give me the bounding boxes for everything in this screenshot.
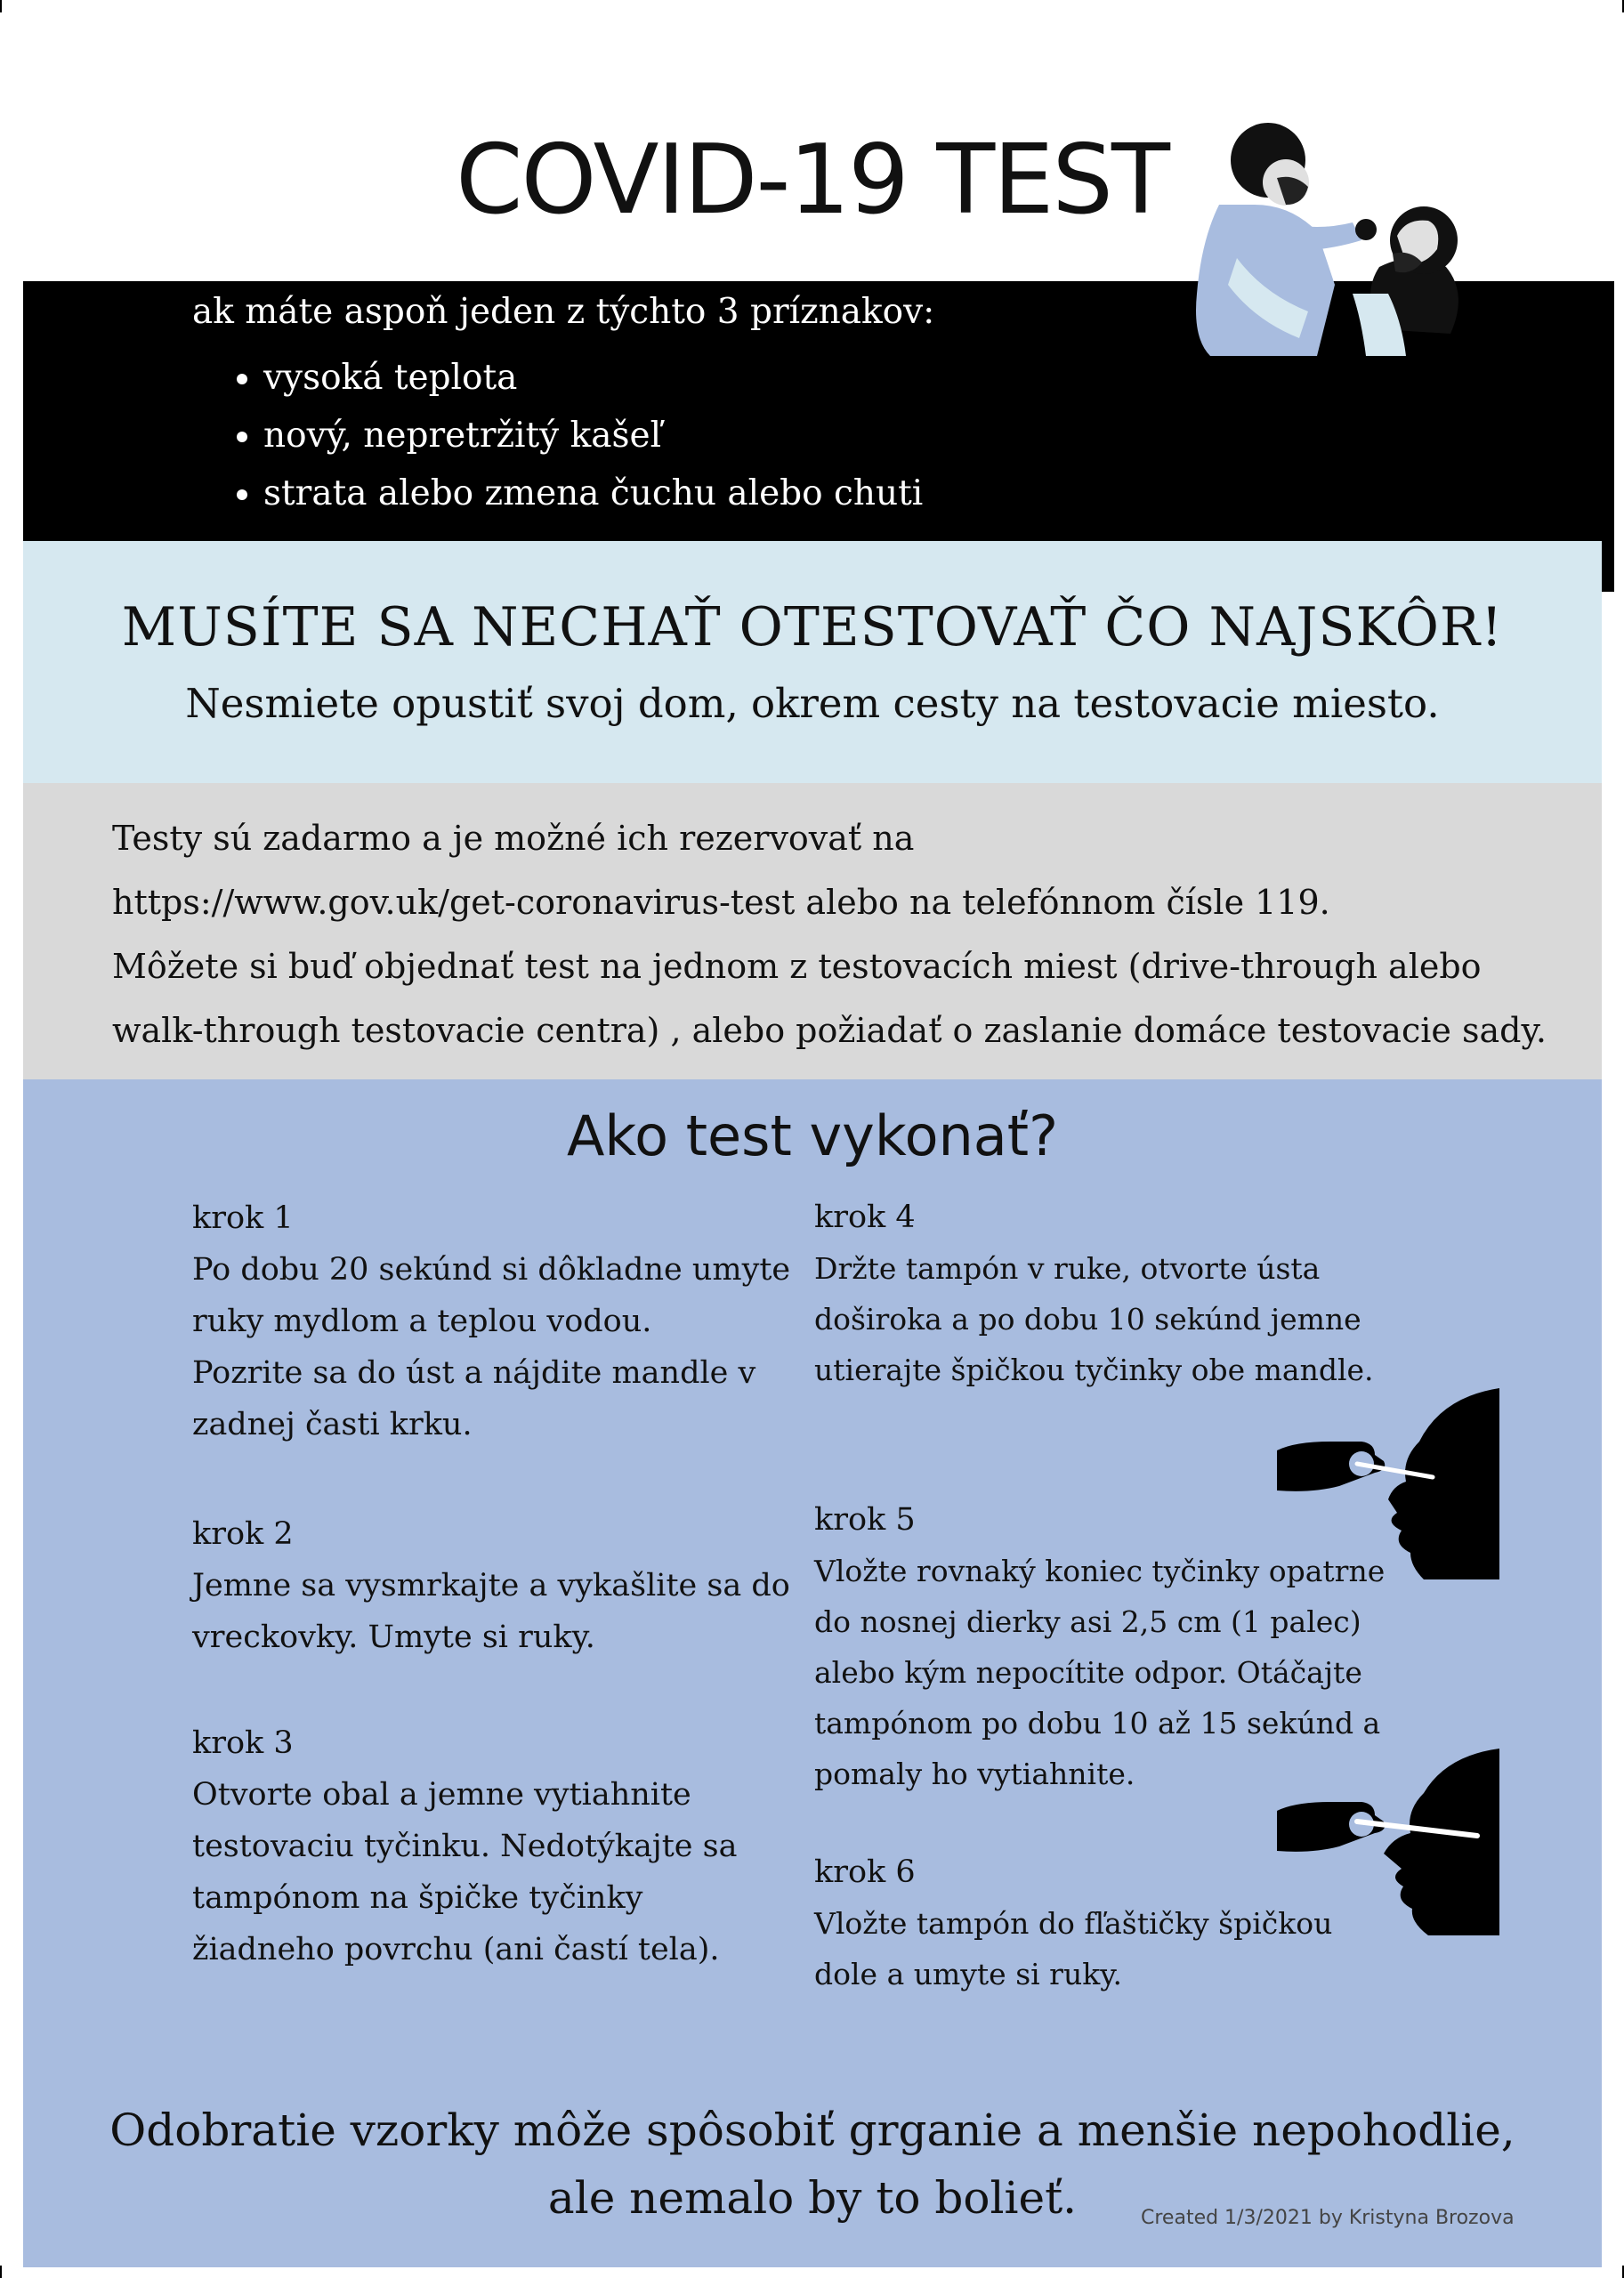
howto-heading: Ako test vykonať?: [566, 1103, 1059, 1168]
step-line: Otvorte obal a jemne vytiahnite: [192, 1777, 691, 1813]
step-1: [192, 1192, 790, 1450]
step-line: testovaciu tyčinku. Nedotýkajte sa: [192, 1829, 738, 1864]
info-line: walk-through testovacie centra) , alebo požiadať o zaslanie domáce testovacie sady.: [112, 1011, 1547, 1050]
step-label: krok 6: [814, 1854, 916, 1890]
step-2: [192, 1508, 790, 1663]
step-label: krok 3: [192, 1725, 294, 1761]
step-line: Vložte rovnaký koniec tyčinky opatrne: [814, 1554, 1386, 1588]
symptoms-list: [230, 349, 923, 522]
urgent-subheading: Nesmiete opustiť svoj dom, okrem cesty na testovacie miesto.: [185, 680, 1440, 727]
list-item: • nový, nepretržitý kašeľ: [263, 407, 923, 464]
list-item: • strata alebo zmena čuchu alebo chuti: [263, 464, 923, 522]
step-line: pomaly ho vytiahnite.: [814, 1757, 1135, 1791]
page-title: COVID-19 TEST: [456, 125, 1168, 236]
symptoms-intro: ak máte aspoň jeden z týchto 3 príznakov:: [192, 292, 935, 332]
nose-swab-icon: [1277, 1749, 1499, 1935]
step-line: tampónom na špičke tyčinky: [192, 1880, 643, 1916]
step-line: doširoka a po dobu 10 sekúnd jemne: [814, 1302, 1361, 1337]
step-label: krok 4: [814, 1200, 916, 1235]
step-line: Po dobu 20 sekúnd si dôkladne umyte: [192, 1252, 791, 1288]
info-text: [112, 806, 1589, 1062]
step-line: vreckovky. Umyte si ruky.: [192, 1620, 595, 1655]
step-line: utierajte špičkou tyčinky obe mandle.: [814, 1353, 1374, 1387]
throat-swab-icon: [1277, 1388, 1499, 1579]
footer-line: Odobratie vzorky môže spôsobiť grganie a menšie nepohodlie,: [109, 2104, 1515, 2156]
step-3: [192, 1717, 737, 1975]
credit-text: Created 1/3/2021 by Kristyna Brozova: [1141, 2207, 1515, 2229]
step-line: alebo kým nepocítite odpor. Otáčajte: [814, 1655, 1362, 1690]
step-line: žiadneho povrchu (ani častí tela).: [192, 1932, 720, 1967]
info-line: Môžete si buď objednať test na jednom z testovacích miest (drive-through alebo: [112, 947, 1482, 986]
list-item: • vysoká teplota: [263, 349, 923, 407]
step-label: krok 2: [192, 1516, 294, 1552]
step-4: [814, 1192, 1374, 1395]
crop-mark: [0, 2266, 2, 2278]
step-line: zadnej časti krku.: [192, 1407, 473, 1442]
step-line: tampónom po dobu 10 až 15 sekúnd a: [814, 1706, 1381, 1741]
swab-test-illustration: [1184, 116, 1486, 365]
urgent-band: [23, 541, 1602, 783]
urgent-heading: MUSÍTE SA NECHAŤ OTESTOVAŤ ČO NAJSKÔR!: [121, 596, 1504, 658]
step-line: do nosnej dierky asi 2,5 cm (1 palec): [814, 1604, 1361, 1639]
step-label: krok 1: [192, 1200, 294, 1236]
step-line: Pozrite sa do úst a nájdite mandle v: [192, 1355, 756, 1391]
crop-mark: [0, 0, 2, 12]
step-line: Jemne sa vysmrkajte a vykašlite sa do: [192, 1568, 790, 1603]
step-line: ruky mydlom a teplou vodou.: [192, 1304, 652, 1339]
band-edge: [1602, 534, 1614, 592]
info-line: https://www.gov.uk/get-coronavirus-test alebo na telefónnom čísle 119.: [112, 883, 1330, 922]
step-line: Držte tampón v ruke, otvorte ústa: [814, 1251, 1321, 1286]
step-6: [814, 1847, 1332, 1999]
step-line: dole a umyte si ruky.: [814, 1957, 1122, 1991]
footer-line: ale nemalo by to bolieť.: [547, 2172, 1078, 2224]
info-line: Testy sú zadarmo a je možné ich rezervovať na: [112, 819, 915, 858]
step-line: Vložte tampón do fľaštičky špičkou: [814, 1906, 1333, 1941]
step-label: krok 5: [814, 1502, 916, 1538]
